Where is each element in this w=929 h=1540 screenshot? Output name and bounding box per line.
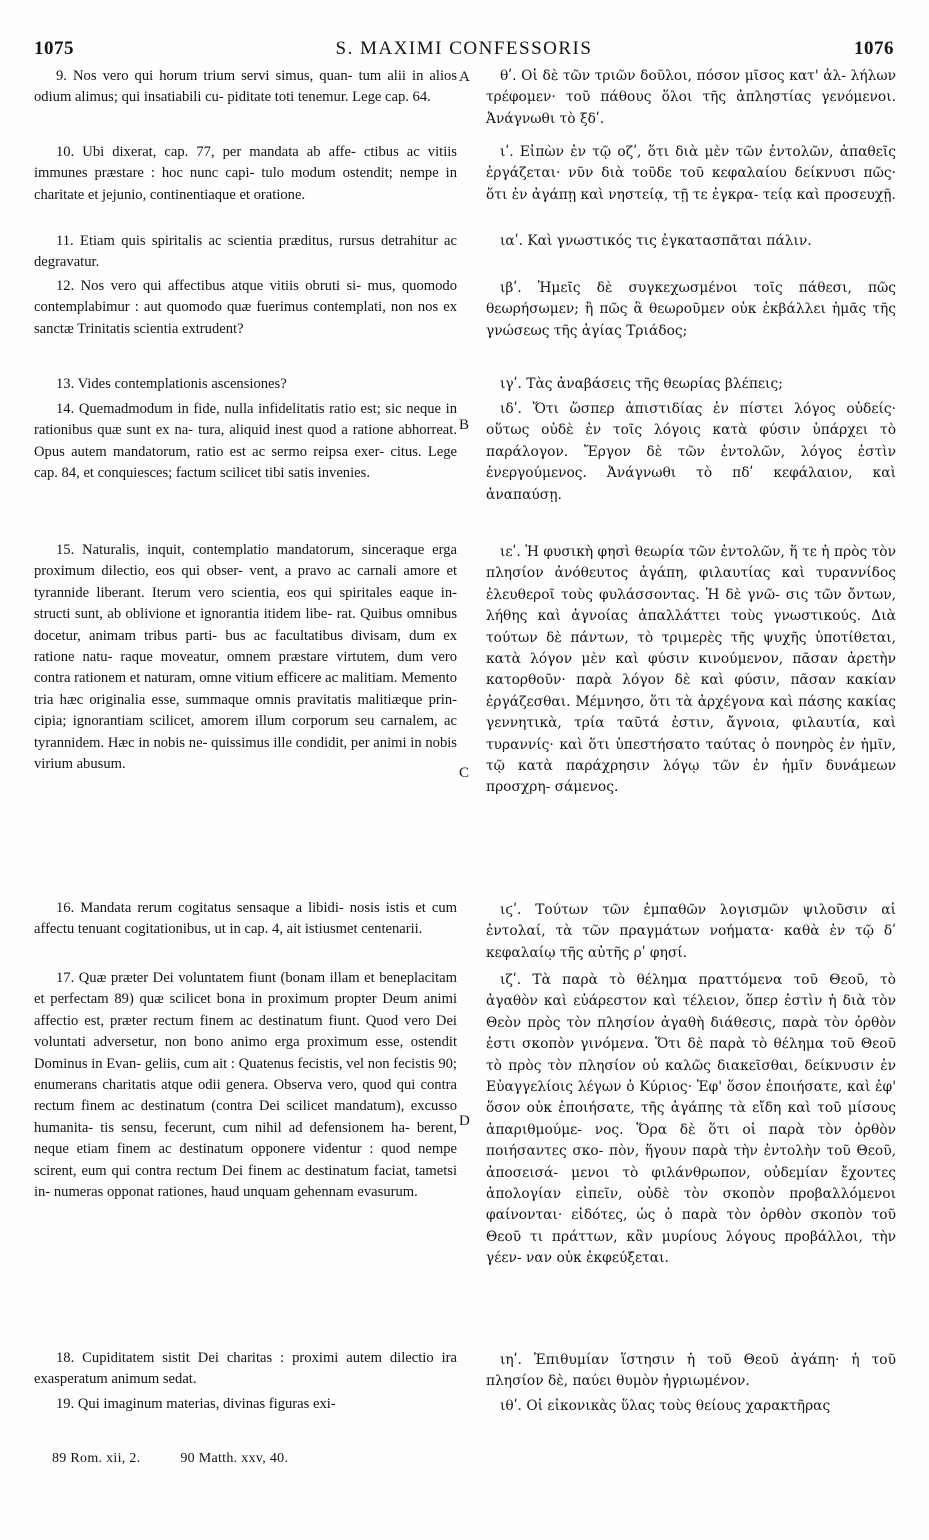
latin-para-11: 11. Etiam quis spiritalis ac scientia præditus, rursus detrahitur ac degravatur. — [34, 233, 457, 271]
greek-para-9: θʹ. Οἱ δὲ τῶν τριῶν δοῦλοι, πόσον μῖσος κατ' ἀλ- λήλων τρέφομεν· τοῦ πάθους ὅλοι τῆς ἀπληστίας γενόμενοι. Ἀνάγνωθι τὸ ξδʹ. — [486, 68, 896, 127]
greek-para-15: ιεʹ. Ἡ φυσικὴ φησὶ θεωρία τῶν ἐντολῶν, ἥ τε ἡ πρὸς τὸν πλησίον ἀνόθευτος ἀγάπη, φιλαυτίας καὶ τυραννίδος ἐλευθεροῖ τοὺς φυλάσσοντας. Ἡ δὲ γνῶ- σις τῶν ὄντων, λήθης καὶ ἀγνοίας ἀπαλλάττει τοὺς γνωστικούς. Διὰ τούτων δὲ πάντων, τὸ τριμερὲς τῆς ψυχῆς ὑποτίθεται, κατὰ λόγον μὲν καὶ φύσιν κινούμενον, πᾶσαν ἀρετὴν κατορθοῦν· παρὰ λόγον δὲ καὶ φύσιν, πᾶσαν κακίαν ἐργάζεσθαι. Μέμνησο, ὅτι τὰ ἀρχέγονα καὶ πάσης κακίας γεννητικὰ, τρία ταῦτά ἐστιν, ἄγνοια, φιλαυτία, καὶ τυραννίς· καὶ ὅτι ὑπεστήσατο ταύτας ὁ πονηρὸς ἐν ἡμῖν, τῷ κατὰ παράχρησιν λόγῳ τῶν ἐν ἡμῖν δυνάμεων προσχρη- σάμενος. — [486, 544, 896, 796]
running-title: S. MAXIMI CONFESSORIS — [335, 38, 593, 59]
greek-para-19: ιθʹ. Οἱ εἰκονικὰς ὕλας τοὺς θείους χαρακτῆρας — [500, 1398, 831, 1414]
greek-para-18: ιηʹ. Ἐπιθυμίαν ἵστησιν ἡ τοῦ Θεοῦ ἀγάπη· ἡ τοῦ πλησίον δὲ, παύει θυμὸν ἠγριωμένον. — [486, 1352, 896, 1390]
latin-para-10: 10. Ubi dixerat, cap. 77, per mandata ab affe- ctibus ac vitiis immunes præstare : hoc nunc capi- tulo modum ostendit; nempe in charitate et jejunio, continentiaque et oratione. — [34, 144, 457, 203]
latin-para-13: 13. Vides contemplationis ascensiones? — [56, 376, 287, 392]
right-column-number: 1076 — [854, 38, 894, 59]
latin-para-19: 19. Qui imaginum materias, divinas figuras exi- — [56, 1396, 336, 1412]
greek-para-17: ιζʹ. Τὰ παρὰ τὸ θέλημα πραττόμενα τοῦ Θεοῦ, τὸ ἀγαθὸν καὶ εὐάρεστον καὶ τέλειον, ὅπερ ἐστὶν ἡ διὰ τὸν Θεὸν πρὸς τὸν πλησίον ἀγαθὴ διάθεσις, παρὰ τὸν ὀρθὸν ἐστι σκοπὸν γινόμενα. Ὅτι δὲ παρὰ τὸ θέλημα τοῦ Θεοῦ τὸ πρὸς τὸν πλησίον οὐ καλῶς διακεῖσθαι, δείκνυσιν ἐν Εὐαγγελίοις λέγων ὁ Κύριος· Ἐφ' ὅσον ἐποιήσατε, καὶ ἐφ' ὅσον οὐκ ἐποιήσατε, τῆς ἀγάπης τὰ εἴδη καὶ τοῦ μίσους ἀπαριθμούμε- νος. Ὅρα δὲ ὅτι οἱ παρὰ τὸν ὀρθὸν ποιήσαντες σκο- πὸν, ἥγουν παρὰ τὴν ἐντολὴν τοῦ Θεοῦ, ἀποσεισά- μενοι τὸ φιλάνθρωπον, οὐδεμίαν ἔχοντες ἀπολογίαν εἰπεῖν, οὐδὲ τὸν σκοπὸν προβαλλόμενοι φαίνονται· εἰδότες, ὡς ὁ παρὰ τὸν ὀρθὸν σκοπὸν τοῦ Θεοῦ τι πράττων, κἂν μυρίους λόγους προβάλλοι, τὴν γέεν- ναν οὐκ ἐκφεύξεται. — [486, 972, 896, 1267]
margin-marker-b: B — [459, 417, 470, 433]
footnote-90: 90 Matth. xxv, 40. — [180, 1451, 289, 1466]
greek-para-14: ιδʹ. Ὅτι ὥσπερ ἀπιστιδίας ἐν πίστει λόγος οὐδείς· οὕτως οὐδὲ ἐν τοῖς λόγοις κατὰ φύσιν ὑπάρχει τὸ παράλογον. Ἔργον δὲ τῶν ἐντολῶν, λόγος ἐστὶν ἐνεργούμενος. Ἀνάγνωθι τὸ πδʹ κεφάλαιον, καὶ ἀναπαύσῃ. — [486, 401, 896, 503]
margin-marker-c: C — [459, 765, 470, 781]
greek-para-10: ιʹ. Εἰπὼν ἐν τῷ οζʹ, ὅτι διὰ μὲν τῶν ἐντολῶν, ἀπαθεῖς ἐργάζεται· νῦν διὰ τοῦδε τοῦ κεφαλαίου δείκνυσι πῶς· ὅτι ἐν ἀγάπῃ καὶ νηστείᾳ, τῇ τε ἐγκρα- τείᾳ καὶ προσευχῇ. — [486, 144, 896, 203]
greek-para-11: ιαʹ. Καὶ γνωστικός τις ἐγκατασπᾶται πάλιν. — [500, 233, 812, 249]
latin-para-17: 17. Quæ præter Dei voluntatem fiunt (bonam illam et beneplacitam et perfectam 89) quæ scilicet bona in proximum propter Deum animi affectio est, præter rectum finem ac destinatum fiunt. Quod vero Dei voluntati adversetur, non bono animo erga proximum esse, ostendit Dominus in Evan- geliis, cum ait : Quatenus fecistis, vel non fecistis 90; enumerans charitatis atque odii genera. Observa vero, quod qui contra rectum finem ac destinatum (contra Dei scilicet mandatum), excusso humanita- tis sensu, fecerunt, cum nihil ad defensionem ha- berent, neque etiam finem ac destinatum opponere videntur : quod nempe scirent, eum qui contra rectum Dei finem ac destinatum faciat, tametsi in- numeras opponat rationes, haud unquam gehennam evasurum. — [34, 970, 457, 1201]
greek-para-13: ιγʹ. Τὰς ἀναβάσεις τῆς θεωρίας βλέπεις; — [500, 376, 783, 392]
latin-para-14: 14. Quemadmodum in fide, nulla infidelitatis ratio est; sic neque in rationibus quæ sunt ex na- tura, aliquid inest quod a ratione abhorreat. Opus autem mandatorum, ratio est ac sermo reipsa exer- citus. Lege cap. 84, et conquiesces; factum scilicet tibi satis invenies. — [34, 401, 457, 482]
latin-para-12: 12. Nos vero qui affectibus atque vitiis obruti si- mus, quomodo contemplabimur : aut quomodo quæ fuerimus contemplati, non nos ex sanctæ Trinitatis scientia extrudent? — [34, 278, 457, 337]
latin-para-9: 9. Nos vero qui horum trium servi simus, quan- tum alii in alios odium alimus; qui insatiabili cu- piditate toti tenemur. Lege cap. 64. — [34, 68, 457, 106]
margin-marker-d: D — [459, 1113, 470, 1129]
footnote-89: 89 Rom. xii, 2. — [52, 1451, 141, 1466]
latin-para-16: 16. Mandata rerum cogitatus sensaque a libidi- nosis istis et cum affectu tenuant cogitationibus, ut in cap. 4, ait istiusmet centenarii. — [34, 900, 457, 938]
left-column-number: 1075 — [34, 38, 74, 59]
greek-para-16: ιϛʹ. Τούτων τῶν ἐμπαθῶν λογισμῶν ψιλοῦσιν αἱ ἐντολαί, τὰ τῶν πραγμάτων νοήματα· καθὰ ἐν τῷ δʹ κεφαλαίῳ τῆς αὐτῆς ρʹ φησί. — [486, 902, 896, 961]
footnotes — [52, 1451, 324, 1467]
greek-para-12: ιβʹ. Ἡμεῖς δὲ συγκεχωσμένοι τοῖς πάθεσι, πῶς θεωρήσωμεν; ἢ πῶς ἃ θεωροῦμεν οὐκ ἐκβάλλει ἡμᾶς τῆς γνώσεως τῆς ἁγίας Τριάδος; — [486, 280, 896, 339]
latin-para-15: 15. Naturalis, inquit, contemplatio mandatorum, sinceraque erga proximum dilectio, eos qui obser- vent, a pravo ac carnali amore et tyrannide liberant. Iterum vero scientia, eos qui spiritales eaque in- structi sunt, ab oblivione et ignorantia itidem libe- rat. Quibus omnibus docetur, animam tribus parti- bus ac facultatibus divisam, dum ex ratione natu- raque moveatur, omnem præstare virtutem, dum vero contra rationem et naturam, omne vitium efficere ac malitiam. Memento tria hæc originalia esse, summaque omnis pravitatis malitiæque prin- cipia; ignorantiam scilicet, amorem illum corporum seu carnalem, ac tyrannidem. Hæc in nobis ne- quissimus ille condidit, per animi in nobis virium abusum. — [34, 542, 457, 773]
latin-para-18: 18. Cupiditatem sistit Dei charitas : proximi autem dilectio ira exasperatum animum sedat. — [34, 1350, 457, 1388]
margin-marker-a: A — [459, 69, 470, 85]
page-header — [34, 38, 894, 60]
